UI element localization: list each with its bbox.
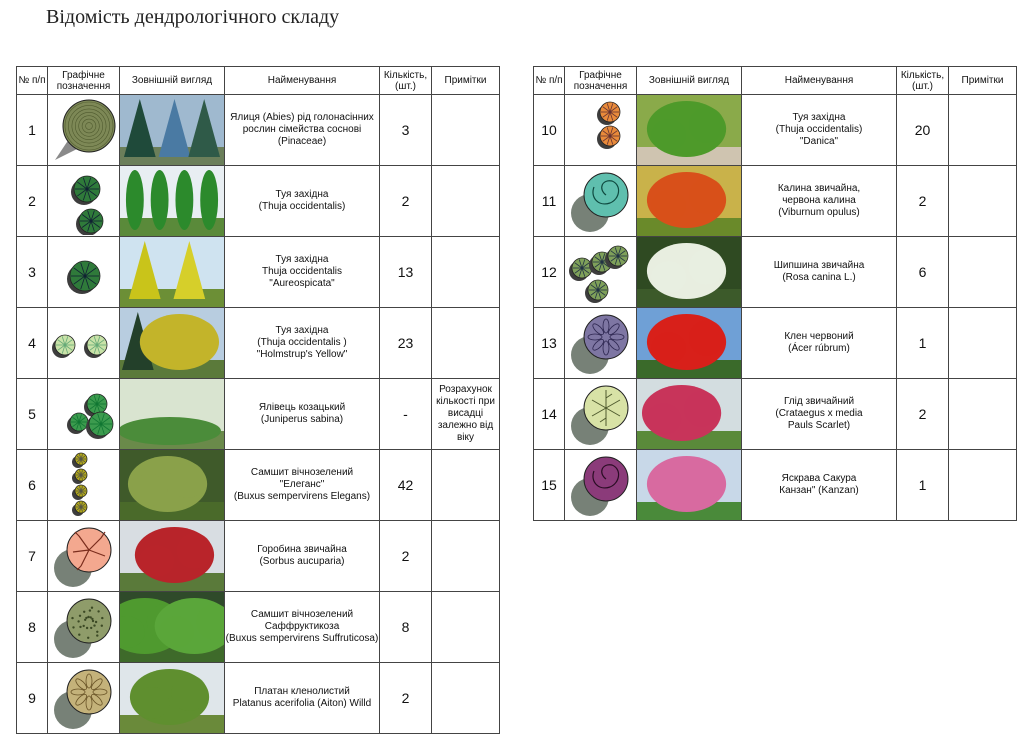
- plant-photo: [120, 95, 225, 166]
- plant-name: [225, 663, 380, 734]
- plant-name-line: (Buxus sempervirens Elegans): [233, 491, 371, 502]
- row-number: 8: [17, 592, 48, 663]
- plant-name-line: Саффруктикоза: [264, 621, 340, 632]
- plant-name-line: Platanus acerifolia (Aiton) Willd: [232, 698, 372, 709]
- plant-name-line: Горобина звичайна: [257, 544, 347, 555]
- row-number: 5: [17, 379, 48, 450]
- plant-name-line: Самшит вічнозелений: [250, 609, 354, 620]
- plant-quantity: 2: [897, 166, 949, 237]
- plant-quantity: 20: [897, 95, 949, 166]
- col-header-symbol: Графічне позначення: [48, 67, 120, 95]
- plant-photo: [637, 95, 742, 166]
- plant-symbol-icon: [48, 166, 120, 237]
- table-row: [17, 592, 500, 663]
- row-number: 11: [534, 166, 565, 237]
- plant-name-line: (Juniperus sabina): [260, 414, 344, 425]
- plant-quantity: 2: [897, 379, 949, 450]
- plant-quantity: 42: [380, 450, 432, 521]
- plant-symbol-icon: [48, 95, 120, 166]
- plant-name-line: (Pinaceae): [277, 136, 327, 147]
- col-header-appearance: Зовнішній вигляд: [120, 67, 225, 95]
- plant-name-line: (Viburnum opulus): [778, 207, 860, 218]
- plant-name: [742, 308, 897, 379]
- plant-symbol-icon: [565, 308, 637, 379]
- plant-photo: [120, 450, 225, 521]
- table-row: [17, 663, 500, 734]
- plant-note: [432, 663, 500, 734]
- plant-name-line: Туя західна: [792, 112, 846, 123]
- row-number: 12: [534, 237, 565, 308]
- plant-quantity: 1: [897, 308, 949, 379]
- plant-note: [949, 379, 1017, 450]
- row-number: 1: [17, 95, 48, 166]
- plant-symbol-icon: [48, 450, 120, 521]
- plant-quantity: 2: [380, 663, 432, 734]
- plant-name-line: "Aureospicata": [269, 278, 335, 289]
- table-row: [534, 450, 1017, 521]
- plant-name-line: Ялиця (Abies) рід голонасінних: [230, 112, 374, 123]
- table-row: [534, 308, 1017, 379]
- plant-name: [225, 521, 380, 592]
- plant-note: [949, 95, 1017, 166]
- plant-quantity: 2: [380, 521, 432, 592]
- plant-name-line: Шипшина звичайна: [773, 260, 865, 271]
- plant-photo: [120, 379, 225, 450]
- table-row: [534, 379, 1017, 450]
- plant-quantity: -: [380, 379, 432, 450]
- plant-note: [949, 237, 1017, 308]
- table-row: [534, 95, 1017, 166]
- plant-name-line: (Thuja occidentalis ): [257, 337, 347, 348]
- plant-quantity: 3: [380, 95, 432, 166]
- plant-photo: [120, 663, 225, 734]
- col-header-appearance: Зовнішній вигляд: [637, 67, 742, 95]
- plant-name-line: Глід звичайний: [783, 396, 855, 407]
- plant-symbol-icon: [565, 379, 637, 450]
- row-number: 9: [17, 663, 48, 734]
- plant-photo: [637, 166, 742, 237]
- plant-name-line: "Danica": [799, 136, 839, 147]
- col-header-qty: Кількість, (шт.): [380, 67, 432, 95]
- table-header-row: [17, 67, 500, 95]
- row-number: 6: [17, 450, 48, 521]
- plant-name-line: Туя західна: [275, 189, 329, 200]
- table-row: [534, 237, 1017, 308]
- plant-note-line: віку: [456, 432, 475, 443]
- col-header-symbol: Графічне позначення: [565, 67, 637, 95]
- plant-name-line: червона калина: [782, 195, 856, 206]
- plant-symbol-icon: [48, 379, 120, 450]
- plant-photo: [637, 379, 742, 450]
- table-row: [17, 95, 500, 166]
- plant-name: [225, 308, 380, 379]
- col-header-notes: Примітки: [432, 67, 500, 95]
- plant-name: [225, 450, 380, 521]
- plant-name-line: "Holmstrup's Yellow": [256, 349, 348, 360]
- col-header-num: № п/п: [534, 67, 565, 95]
- plant-name-line: Канзан" (Kanzan): [779, 485, 859, 496]
- col-header-name: Найменування: [225, 67, 380, 95]
- plant-photo: [637, 237, 742, 308]
- plant-symbol-icon: [48, 521, 120, 592]
- plant-note: [432, 379, 500, 450]
- plant-name-line: (Thuja occidentalis): [775, 124, 863, 135]
- plant-symbol-icon: [48, 237, 120, 308]
- plant-note: [432, 237, 500, 308]
- plant-table-left: [16, 66, 500, 734]
- plant-name: [742, 450, 897, 521]
- plant-name-line: (Buxus sempervirens Suffruticosa): [225, 633, 379, 644]
- plant-name-line: Самшит вічнозелений: [250, 467, 354, 478]
- plant-name: [225, 95, 380, 166]
- plant-symbol-icon: [48, 308, 120, 379]
- plant-photo: [120, 521, 225, 592]
- plant-name-line: Thuja occidentalis: [261, 266, 343, 277]
- plant-name-line: Туя західна: [275, 254, 329, 265]
- plant-name: [742, 379, 897, 450]
- table-header-row: [534, 67, 1017, 95]
- col-header-qty: Кількість, (шт.): [897, 67, 949, 95]
- row-number: 13: [534, 308, 565, 379]
- plant-symbol-icon: [565, 166, 637, 237]
- plant-name: [225, 237, 380, 308]
- row-number: 4: [17, 308, 48, 379]
- plant-name-line: (Ácer rúbrum): [788, 343, 850, 354]
- plant-name: [742, 237, 897, 308]
- col-header-name: Найменування: [742, 67, 897, 95]
- plant-note: [432, 308, 500, 379]
- plant-note: [949, 166, 1017, 237]
- plant-name-line: (Thuja occidentalis): [258, 201, 346, 212]
- row-number: 3: [17, 237, 48, 308]
- plant-name: [225, 166, 380, 237]
- plant-photo: [120, 237, 225, 308]
- plant-note: [432, 166, 500, 237]
- table-row: [17, 237, 500, 308]
- page-title: Відомість дендрологічного складу: [46, 6, 340, 28]
- row-number: 15: [534, 450, 565, 521]
- row-number: 14: [534, 379, 565, 450]
- plant-name-line: Яскрава Сакура: [781, 473, 857, 484]
- plant-quantity: 2: [380, 166, 432, 237]
- plant-quantity: 1: [897, 450, 949, 521]
- plant-name-line: Pauls Scarlet): [787, 420, 851, 431]
- plant-quantity: 13: [380, 237, 432, 308]
- plant-photo: [637, 308, 742, 379]
- plant-note-line: Розрахунок: [439, 384, 492, 395]
- plant-name-line: рослин сімейства соснові: [242, 124, 362, 135]
- plant-name-line: (Rosa canina L.): [782, 272, 856, 283]
- plant-name-line: (Sorbus aucuparia): [259, 556, 345, 567]
- plant-note: [432, 450, 500, 521]
- plant-note: [949, 308, 1017, 379]
- plant-name-line: Клен червоний: [784, 331, 854, 342]
- plant-note: [432, 521, 500, 592]
- plant-note: [432, 592, 500, 663]
- plant-symbol-icon: [565, 95, 637, 166]
- plant-name: [742, 166, 897, 237]
- col-header-num: № п/п: [17, 67, 48, 95]
- plant-name-line: Ялівець козацький: [258, 402, 346, 413]
- plant-name-line: Туя західна: [275, 325, 329, 336]
- table-row: [17, 379, 500, 450]
- plant-photo: [120, 166, 225, 237]
- plant-name: [225, 592, 380, 663]
- table-row: [17, 308, 500, 379]
- row-number: 7: [17, 521, 48, 592]
- plant-note-line: висадці: [447, 408, 484, 419]
- plant-name-line: (Crataegus x media: [775, 408, 863, 419]
- row-number: 2: [17, 166, 48, 237]
- table-row: [534, 166, 1017, 237]
- plant-symbol-icon: [48, 663, 120, 734]
- plant-name-line: Платан кленолистий: [254, 686, 350, 697]
- plant-name-line: "Елеганс": [279, 479, 325, 490]
- plant-note-line: залежно від: [437, 420, 494, 431]
- table-row: [17, 521, 500, 592]
- plant-name-line: Калина звичайна,: [777, 183, 861, 194]
- plant-name: [225, 379, 380, 450]
- plant-name: [742, 95, 897, 166]
- plant-table-right: [533, 66, 1017, 521]
- plant-quantity: 23: [380, 308, 432, 379]
- plant-photo: [120, 592, 225, 663]
- col-header-notes: Примітки: [949, 67, 1017, 95]
- plant-photo: [637, 450, 742, 521]
- plant-note-line: кількості при: [436, 396, 495, 407]
- plant-symbol-icon: [565, 237, 637, 308]
- row-number: 10: [534, 95, 565, 166]
- plant-symbol-icon: [565, 450, 637, 521]
- plant-note: [432, 95, 500, 166]
- plant-note: [949, 450, 1017, 521]
- table-row: [17, 450, 500, 521]
- plant-symbol-icon: [48, 592, 120, 663]
- plant-photo: [120, 308, 225, 379]
- plant-quantity: 6: [897, 237, 949, 308]
- table-row: [17, 166, 500, 237]
- plant-quantity: 8: [380, 592, 432, 663]
